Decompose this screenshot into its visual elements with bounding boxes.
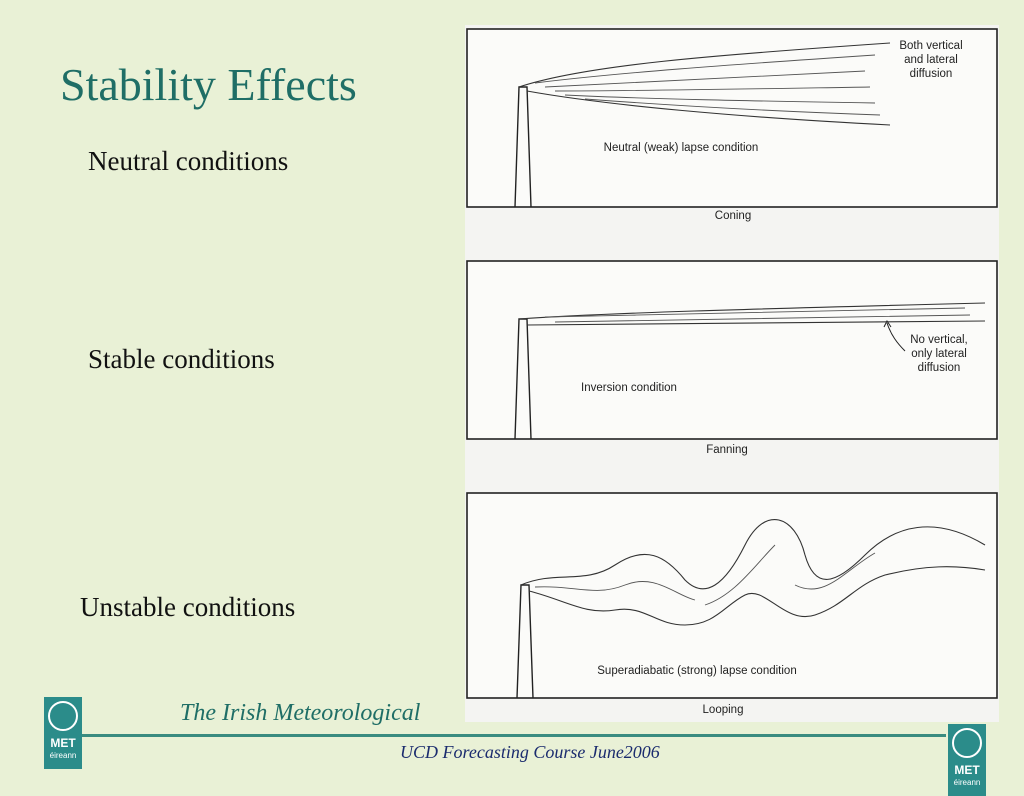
coning-annotation-3: diffusion <box>909 68 953 80</box>
plume-diagram-svg <box>465 25 999 722</box>
label-unstable-conditions: Unstable conditions <box>80 592 296 622</box>
coning-caption: Coning <box>714 210 752 222</box>
coning-annotation-1: Both vertical <box>899 40 963 52</box>
logo-met-text: MET <box>50 736 76 750</box>
looping-caption: Looping <box>702 704 744 716</box>
footer-organization: The Irish Meteorological <box>180 700 421 726</box>
logo-sub-text: éireann <box>953 778 981 787</box>
coning-annotation-2: and lateral <box>904 54 958 66</box>
met-eireann-logo-right <box>948 724 986 796</box>
looping-condition-label: Superadiabatic (strong) lapse condition <box>597 665 797 677</box>
coning-condition-label: Neutral (weak) lapse condition <box>603 142 759 154</box>
swirl-icon <box>952 728 982 758</box>
slide-title: Stability Effects <box>60 59 357 110</box>
panel-fanning <box>467 261 997 456</box>
logo-met-text: MET <box>954 763 980 777</box>
logo-sub-text: éireann <box>49 751 77 760</box>
footer-divider <box>82 734 946 737</box>
fanning-caption: Fanning <box>706 444 748 456</box>
fanning-condition-label: Inversion condition <box>581 382 677 394</box>
label-stable-conditions: Stable conditions <box>88 344 275 374</box>
plume-diagram-figure <box>465 25 999 722</box>
met-eireann-logo-left <box>44 697 82 769</box>
swirl-icon <box>48 701 78 731</box>
fanning-annotation-2: only lateral <box>911 348 967 360</box>
panel-coning <box>467 29 997 222</box>
fanning-annotation-1: No vertical, <box>910 334 968 346</box>
footer-course-title: UCD Forecasting Course June2006 <box>400 742 660 762</box>
panel-looping <box>467 493 997 716</box>
label-neutral-conditions: Neutral conditions <box>88 146 289 176</box>
fanning-annotation-3: diffusion <box>917 362 961 374</box>
